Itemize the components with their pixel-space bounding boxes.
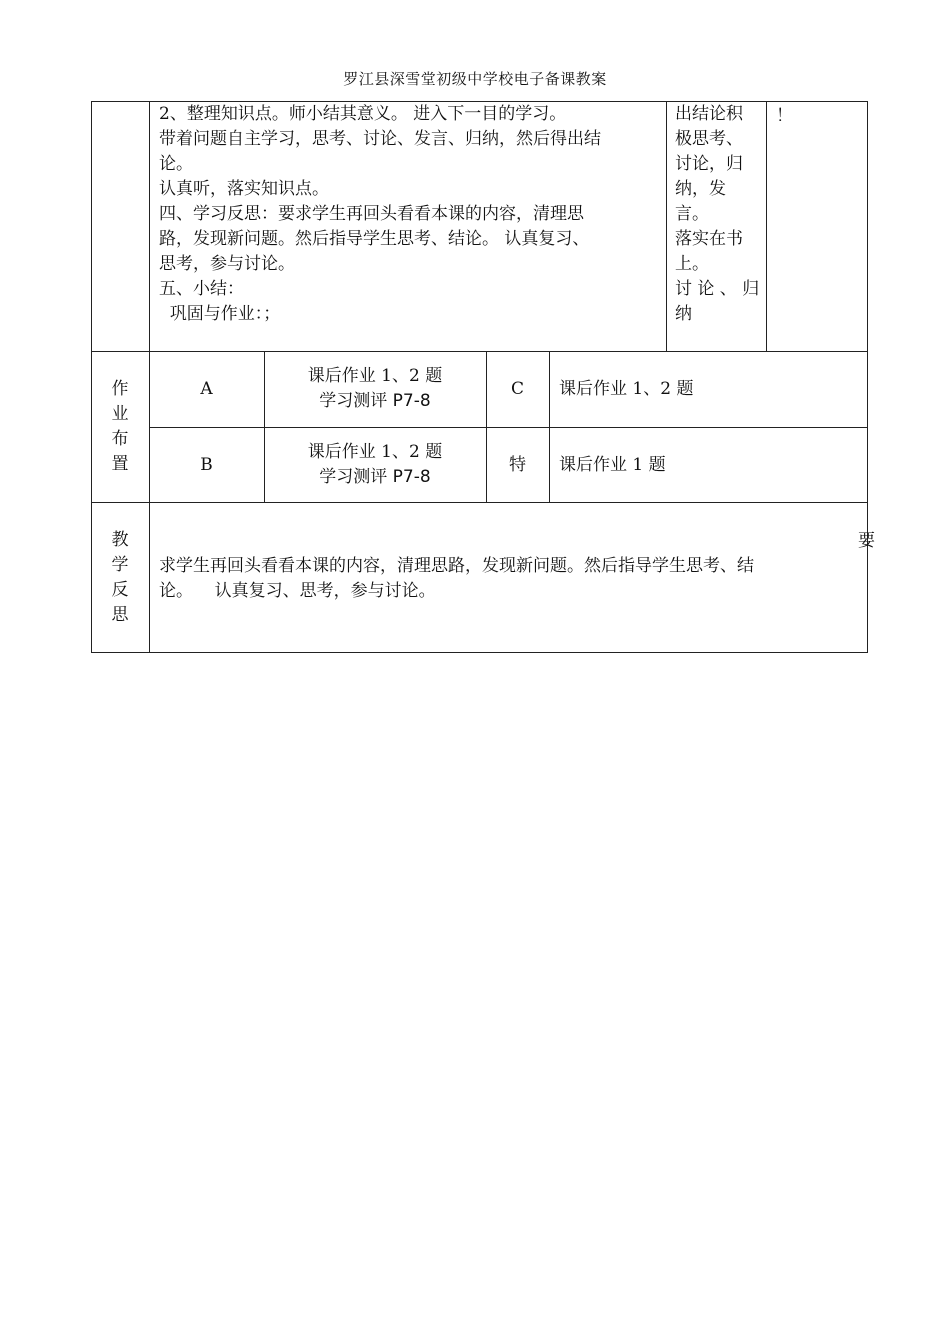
reflection-line: 论。 认真复习、思考，参与讨论。 [159,581,436,601]
reflection-line: 求学生再回头看看本课的内容，清理思路，发现新问题。然后指导学生思考、结 [159,556,754,576]
level-a-task [264,351,486,427]
label-char: 学 [111,554,129,575]
label-char: 置 [111,454,129,474]
content-line: 2、整理知识点。师小结其意义。 进入下一目的学习。 [159,104,567,124]
extra-mark: ！ [776,106,793,126]
label-char: 思 [111,604,129,625]
student-line: 言。 [675,204,709,224]
content-line: 思考，参与讨论。 [159,254,295,274]
level-c-task: 课后作业 1、2 题 [559,379,694,399]
level-special: 特 [509,454,526,475]
task-line: 学习测评 P7-8 [319,467,431,487]
task-line: 学习测评 P7-8 [319,391,431,411]
label-char: 业 [111,404,129,424]
document-header: 罗江县深雪堂初级中学校电子备课教案 [343,70,607,88]
label-char: 反 [111,579,129,600]
student-line: 讨论，归 [675,154,743,174]
homework-label [91,351,149,503]
student-line: 落实在书 [675,229,743,249]
content-line: 四、学习反思：要求学生再回头看看本课的内容，清理思 [159,204,584,224]
label-char: 作 [111,379,129,399]
student-line: 上。 [675,254,709,274]
content-line: 认真听，落实知识点。 [159,179,329,199]
student-line: 纳 [675,304,692,324]
reflection-label [91,502,149,653]
level-special-task: 课后作业 1 题 [559,455,666,475]
student-line: 极思考、 [675,129,743,149]
level-b: B [200,454,213,475]
level-a: A [200,378,213,399]
level-c: C [510,378,524,399]
student-line: 讨 论 、 归 [675,279,760,299]
level-b-task [264,427,486,503]
label-char: 布 [111,429,129,449]
content-line: 五、小结： [159,279,244,299]
content-line: 带着问题自主学习，思考、讨论、发言、归纳，然后得出结 [159,129,601,149]
content-line: 路，发现新问题。然后指导学生思考、结论。 认真复习、 [159,229,590,249]
reflection-first-char: 要 [858,531,875,551]
task-line: 课后作业 1、2 题 [307,366,443,386]
student-line: 纳，发 [675,179,726,199]
content-line: 论。 [159,154,193,174]
content-line: 巩固与作业：； [159,304,281,324]
label-char: 教 [111,529,129,550]
task-line: 课后作业 1、2 题 [307,442,443,462]
student-line: 出结论积 [675,104,743,124]
